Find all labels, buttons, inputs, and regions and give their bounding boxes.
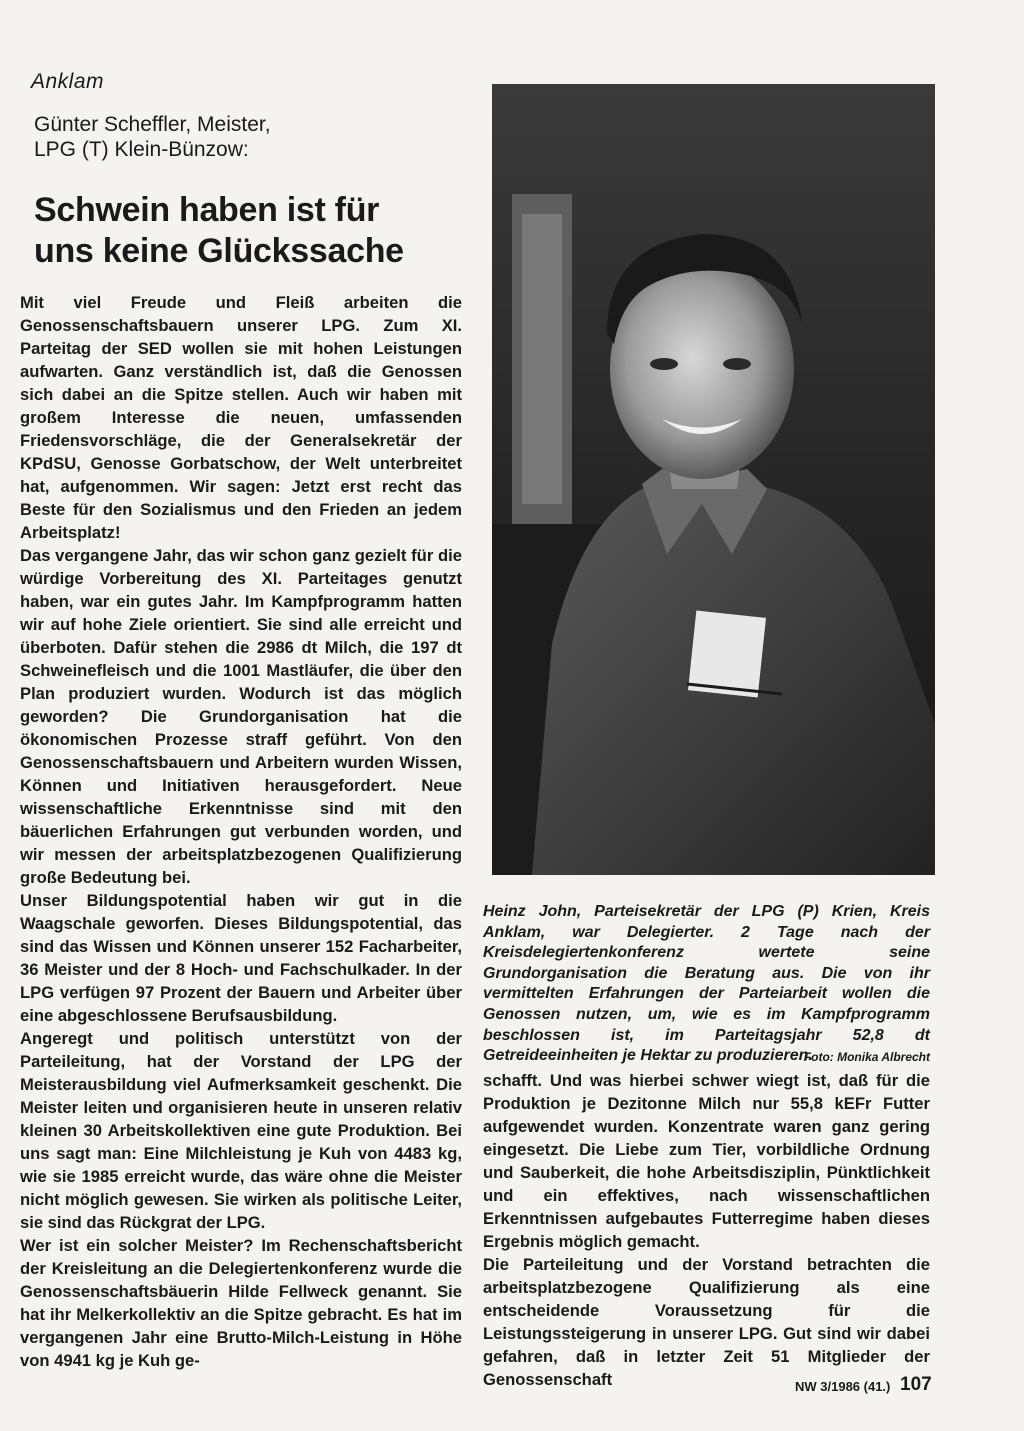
body-paragraph: Wer ist ein solcher Meister? Im Rechenschaftsbericht der Kreisleitung an die Delegiertenkonferenz wurde die Genossenschaftsbäuerin Hilde Fellweck genannt. Sie hat ihr Melkerkollektiv an die Spitze gebracht. Es hat im vergangenen Jahr eine Brutto-Milch-Leistung in Höhe von 4941 kg je Kuh ge- — [20, 1236, 462, 1370]
page-number: 107 — [900, 1374, 932, 1395]
byline-line-2: LPG (T) Klein-Bünzow: — [34, 138, 249, 161]
body-paragraph: Das vergangene Jahr, das wir schon ganz gezielt für die würdige Vorbereitung des XI. Parteitages genutzt haben, war ein gutes Jahr. Im Kampfprogramm hatten wir auf hohe Ziele orientiert. Sie sind alle erreicht und überboten. Dafür stehen die 2986 dt Milch, die 197 dt Schweinefleisch und die 1001 Mastläufer, die über den Plan produziert wurden. Wodurch ist das möglich geworden? Die Grundorganisation hat die ökonomischen Prozesse straff geführt. Von den Genossenschaftsbauern und Arbeitern wurden Wissen, Können und Initiativen herausgefordert. Neue wissenschaftliche Erkenntnisse sind mit den bäuerlichen Erfahrungen gut verbunden worden, und wir messen der arbeitsplatzbezogenen Qualifizierung große Bedeutung bei. — [20, 546, 462, 887]
body-paragraph: Unser Bildungspotential haben wir gut in die Waagschale geworfen. Dieses Bildungspotential, das sind das Wissen und Können unserer 152 Facharbeiter, 36 Meister und der 8 Hoch- und Fachschulkader. In der LPG verfügen 97 Prozent der Bauern und Arbeiter über eine abgeschlossene Berufsausbildung. — [20, 891, 462, 1025]
caption-text: Heinz John, Parteisekretär der LPG (P) Krien, Kreis Anklam, war Delegierter. 2 Tage nach der Kreisdelegiertenkonferenz wertete seine Grundorganisation die Beratung aus. Die von ihr vermittelten Erfahrungen der Parteiarbeit wollen die Genossen nutzen, um, wie es im Kampfprogramm beschlossen ist, im Parteitagsjahr 52,8 dt Getreideeinheiten je Hektar zu produzieren. — [483, 903, 930, 1065]
right-column — [483, 1069, 930, 1391]
headline-line-2: uns keine Glückssache — [34, 232, 404, 270]
portrait-photo-illustration — [492, 84, 935, 875]
body-paragraph: schafft. Und was hierbei schwer wiegt ist, daß für die Produktion je Dezitonne Milch nur 55,8 kEFr Futter aufgewendet wurden. Konzentrate waren ganz gering eingesetzt. Die Liebe zum Tier, vorbildliche Ordnung und Sauberkeit, die hohe Arbeitsdisziplin, Pünktlichkeit und ein effektives, nach wissenschaftlichen Erkenntnissen aufgebautes Futterregime haben dieses Ergebnis möglich gemacht. — [483, 1071, 930, 1251]
photo-credit: Foto: Monika Albrecht — [803, 1049, 930, 1064]
byline-line-1: Günter Scheffler, Meister, — [34, 113, 271, 136]
author-byline — [34, 112, 464, 162]
body-paragraph: Mit viel Freude und Fleiß arbeiten die Genossenschaftsbauern unserer LPG. Zum XI. Parteitag der SED wollen sie mit hohen Leistungen aufwarten. Ganz verständlich ist, daß die Genossen sich dabei an die Spitze stellen. Auch wir haben mit großem Interesse die neuen, umfassenden Friedensvorschläge, die der Generalsekretär der KPdSU, Genosse Gorbatschow, der Welt unterbreitet hat, aufgenommen. Wir sagen: Jetzt erst recht das Beste für den Sozialismus und den Frieden an jedem Arbeitsplatz! — [20, 293, 462, 542]
body-paragraph: Angeregt und politisch unterstützt von der Parteileitung, hat der Vorstand der LPG der Meisterausbildung viel Aufmerksamkeit geschenkt. Die Meister leiten und organisieren heute in unseren relativ kleinen 30 Arbeitskollektiven eine gute Produktion. Bei uns sagt man: Eine Milchleistung je Kuh von 4483 kg, wie sie 1985 erreicht wurde, das wäre ohne die Meister nicht möglich gewesen. Sie wirken als politische Leiter, sie sind das Rückgrat der LPG. — [20, 1029, 462, 1232]
article-headline — [34, 190, 474, 272]
body-paragraph: Die Parteileitung und der Vorstand betrachten die arbeitsplatzbezogene Qualifizierung als eine entscheidende Voraussetzung für die Leistungssteigerung in unserer LPG. Gut sind wir dabei gefahren, daß in letzter Zeit 51 Mitglieder der Genossenschaft — [483, 1255, 930, 1389]
location-kicker: Anklam — [31, 70, 105, 93]
portrait-photo — [492, 84, 935, 875]
headline-line-1: Schwein haben ist für — [34, 191, 380, 229]
left-column — [20, 291, 462, 1372]
photo-caption — [483, 902, 930, 1067]
issue-reference: NW 3/1986 (41.) — [795, 1379, 891, 1394]
